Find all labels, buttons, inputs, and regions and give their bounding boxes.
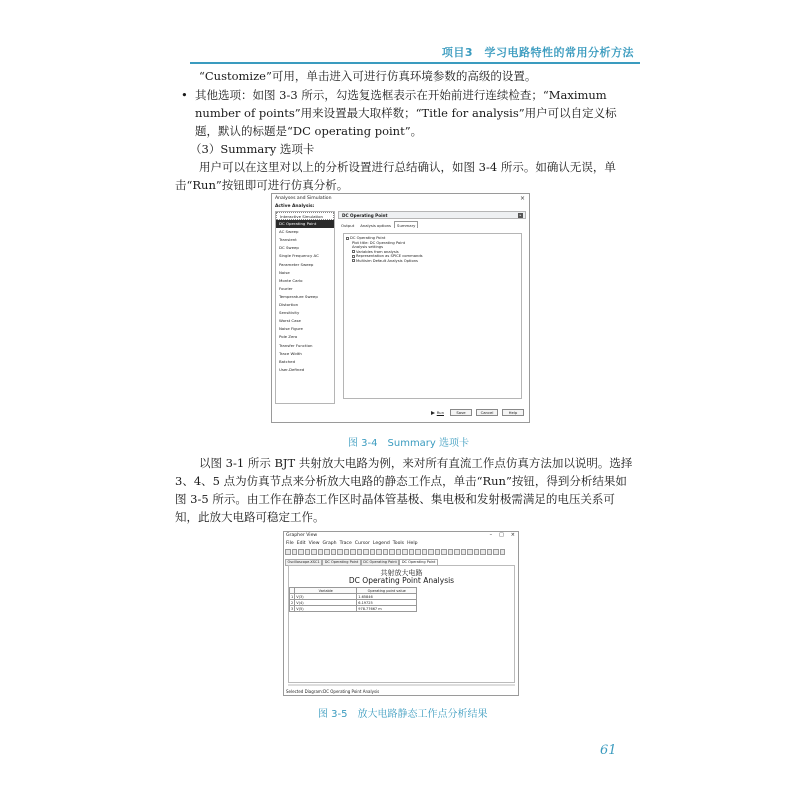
toolbar-tool-icon[interactable] [350, 549, 356, 555]
toolbar-tool-icon[interactable] [500, 549, 506, 555]
toolbar-tool-icon[interactable] [337, 549, 343, 555]
analysis-list-item[interactable]: Trace Width [279, 350, 302, 356]
toolbar-tool-icon[interactable] [305, 549, 311, 555]
toolbar-tool-icon[interactable] [467, 549, 473, 555]
expand-icon[interactable] [352, 250, 355, 253]
toolbar-tool-icon[interactable] [324, 549, 330, 555]
toolbar-tool-icon[interactable] [493, 549, 499, 555]
bullet: • [181, 88, 188, 102]
toolbar [285, 549, 518, 557]
grapher-tab[interactable]: DC Operating Point [399, 559, 438, 566]
toolbar-tool-icon[interactable] [357, 549, 363, 555]
toolbar-tool-icon[interactable] [363, 549, 369, 555]
analysis-list-item[interactable]: Transfer Function [279, 342, 313, 348]
menu-trace[interactable]: Trace [339, 541, 352, 546]
tree-item-label: Analysis settings [352, 245, 384, 250]
figure-caption-3-4: 图 3-4 Summary 选项卡 [348, 438, 470, 449]
tree-item[interactable] [346, 259, 519, 264]
grapher-view-screenshot [283, 531, 519, 696]
toolbar-tool-icon[interactable] [292, 549, 298, 555]
menu-bar [286, 541, 418, 546]
section-heading-summary: （3）Summary 选项卡 [190, 142, 315, 156]
analysis-list-item[interactable]: Noise [279, 269, 290, 275]
table-cell-variable: V(4) [295, 600, 357, 606]
active-analysis-label: Active Analysis: [275, 204, 315, 209]
cancel-button[interactable]: Cancel [476, 409, 498, 416]
toolbar-tool-icon[interactable] [344, 549, 350, 555]
table-cell-variable: V(5) [295, 606, 357, 612]
menu-file[interactable]: File [286, 541, 294, 546]
analysis-list-item[interactable]: Monte Carlo [279, 277, 303, 283]
analysis-list-item[interactable]: Single Frequency AC [279, 253, 319, 259]
figure-caption-3-5: 图 3-5 放大电路静态工作点分析结果 [318, 709, 488, 720]
tree-item-label: Plot title: DC Operating Point [352, 240, 406, 245]
menu-view[interactable]: View [308, 541, 320, 546]
window-controls [490, 532, 515, 538]
grapher-tab[interactable]: DC Operating Point [322, 559, 361, 566]
analysis-list-item[interactable]: Fourier [279, 285, 293, 291]
menu-tools[interactable]: Tools [392, 541, 405, 546]
close-icon[interactable]: × [510, 532, 515, 538]
play-icon [431, 411, 435, 415]
analysis-panel [338, 211, 526, 404]
minimize-icon[interactable]: – [489, 532, 493, 538]
analyses-dialog-screenshot [271, 193, 530, 423]
toolbar-tool-icon[interactable] [311, 549, 317, 555]
results-table [289, 587, 417, 612]
summary-tree[interactable] [343, 233, 522, 399]
analysis-list-item[interactable]: Distortion [279, 302, 299, 308]
toolbar-tool-icon[interactable] [383, 549, 389, 555]
paragraph-other-options-text: 其他选项：如图 3-3 所示，勾选复选框表示在开始前进行连续检查；“Maximum number of points”用来设置最大取样数；“Title for analysis”用户可以自定义标题，默认的标题是“DC operating point”。 [195, 88, 617, 138]
tree-item-label: DC Operating Point [350, 236, 386, 240]
grapher-tab[interactable]: Oscilloscope-XSC1 [285, 559, 322, 566]
analysis-list-item[interactable]: Sensitivity [279, 310, 300, 316]
tree-item-label: Representation as SPICE commands [356, 254, 423, 259]
table-row [290, 606, 417, 612]
toolbar-tool-icon[interactable] [428, 549, 434, 555]
menu-legend[interactable]: Legend [372, 541, 390, 546]
analysis-title: DC Operating Point Analysis [348, 576, 455, 585]
analysis-list-item[interactable]: Noise Figure [279, 326, 303, 332]
toolbar-tool-icon[interactable] [402, 549, 408, 555]
analysis-list-item[interactable]: DC Operating Point [276, 220, 334, 228]
dialog-title: Analyses and Simulation [275, 196, 332, 201]
panel-title: DC Operating Point [342, 213, 388, 218]
table-header-value: Operating point value [357, 588, 417, 594]
tab-analysis-options[interactable]: Analysis options [360, 223, 392, 228]
dialog-buttons [431, 409, 524, 416]
toolbar-tool-icon[interactable] [370, 549, 376, 555]
toolbar-tool-icon[interactable] [318, 549, 324, 555]
analysis-list-item[interactable]: Pole Zero [279, 334, 298, 340]
help-button[interactable]: Help [502, 409, 524, 416]
close-icon[interactable]: × [519, 195, 525, 202]
table-cell-variable: V(3) [295, 594, 357, 600]
toolbar-tool-icon[interactable] [396, 549, 402, 555]
analysis-list-item[interactable]: Temperature Sweep [279, 293, 318, 299]
table-cell-idx: 2 [291, 600, 294, 605]
grapher-tab[interactable]: DC Operating Point [361, 559, 400, 566]
analysis-list-item[interactable]: Parameter Sweep [279, 261, 314, 267]
toolbar-tool-icon[interactable] [389, 549, 395, 555]
toolbar-tool-icon[interactable] [409, 549, 415, 555]
toolbar-tool-icon[interactable] [285, 549, 291, 555]
expand-icon[interactable] [352, 255, 355, 258]
tree-item-label: Variables from analysis [356, 249, 399, 254]
tab-summary[interactable]: Summary [394, 221, 418, 228]
tree-item-label: Multisim Default Analysis Options [356, 258, 418, 263]
expand-icon[interactable] [352, 259, 355, 262]
analysis-list-item[interactable]: AC Sweep [279, 229, 299, 235]
panel-header [338, 211, 526, 219]
menu-edit[interactable]: Edit [296, 541, 306, 546]
table-cell-value: 6.19725 [357, 600, 417, 606]
analysis-page [288, 565, 515, 683]
table-cell-value: 978.77667 m [357, 606, 417, 612]
paragraph-bjt-example: 以图 3-1 所示 BJT 共射放大电路为例，来对所有直流工作点仿真方法加以说明。选择 3、4、5 点为仿真节点来分析放大电路的静态工作点，单击“Run”按钮，得到分析结果如图 3-5 所示。由工作在静态工作区时晶体管基极、集电极和发射极需满足的电压关系可知，此放大电路可稳定工作。 [175, 456, 633, 524]
toolbar-tool-icon[interactable] [487, 549, 493, 555]
toolbar-tool-icon[interactable] [435, 549, 441, 555]
status-bar: Selected Diagram:DC Operating Point Analysis [286, 689, 380, 694]
toolbar-tool-icon[interactable] [454, 549, 460, 555]
save-button[interactable]: Save [450, 409, 472, 416]
analysis-list-item[interactable]: DC Sweep [279, 245, 299, 251]
collapse-icon[interactable] [346, 237, 349, 240]
analysis-list[interactable] [275, 211, 335, 404]
analysis-list-item[interactable]: Batched [279, 358, 296, 364]
circuit-title: 共射放大电路 [380, 569, 423, 577]
analysis-list-item[interactable]: Transient [279, 237, 297, 243]
panel-tabs [338, 221, 526, 228]
table-cell-value: 1.65846 [357, 594, 417, 600]
header-rule [190, 62, 640, 64]
analysis-list-item[interactable]: User-Defined [279, 366, 305, 372]
table-cell-idx: 1 [291, 594, 294, 599]
menu-graph[interactable]: Graph [322, 541, 337, 546]
page-number: 61 [600, 743, 617, 758]
horizontal-scrollbar[interactable] [288, 684, 515, 686]
paragraph-summary: 用户可以在这里对以上的分析设置进行总结确认，如图 3-4 所示。如确认无误，单击“Run”按钮即可进行仿真分析。 [175, 160, 616, 192]
grapher-title: Grapher View [286, 533, 318, 538]
toolbar-tool-icon[interactable] [415, 549, 421, 555]
toolbar-tool-icon[interactable] [331, 549, 337, 555]
table-cell-idx: 3 [291, 606, 294, 611]
toolbar-tool-icon[interactable] [441, 549, 447, 555]
run-button[interactable] [431, 410, 444, 415]
paragraph-customize: “Customize”可用，单击进入可进行仿真环境参数的高级的设置。 [199, 69, 537, 83]
toolbar-tool-icon[interactable] [298, 549, 304, 555]
toolbar-tool-icon[interactable] [461, 549, 467, 555]
tab-output[interactable]: Output [341, 223, 355, 228]
running-header-title: 项目3 学习电路特性的常用分析方法 [441, 46, 634, 59]
toolbar-tool-icon[interactable] [474, 549, 480, 555]
menu-help[interactable]: Help [407, 541, 418, 546]
menu-cursor[interactable]: Cursor [354, 541, 370, 546]
running-header [190, 42, 640, 64]
toolbar-tool-icon[interactable] [422, 549, 428, 555]
analysis-list-item[interactable]: Worst Case [279, 318, 301, 324]
analysis-list-item[interactable]: Interactive Simulation [276, 212, 334, 220]
toolbar-tool-icon[interactable] [480, 549, 486, 555]
table-header-variable: Variable [295, 588, 357, 594]
maximize-icon[interactable]: □ [499, 532, 504, 538]
toolbar-tool-icon[interactable] [376, 549, 382, 555]
toolbar-tool-icon[interactable] [448, 549, 454, 555]
panel-toggle-icon[interactable]: ▸ [519, 213, 522, 217]
paragraph-other-options [175, 86, 635, 140]
run-label: Run [436, 410, 444, 415]
